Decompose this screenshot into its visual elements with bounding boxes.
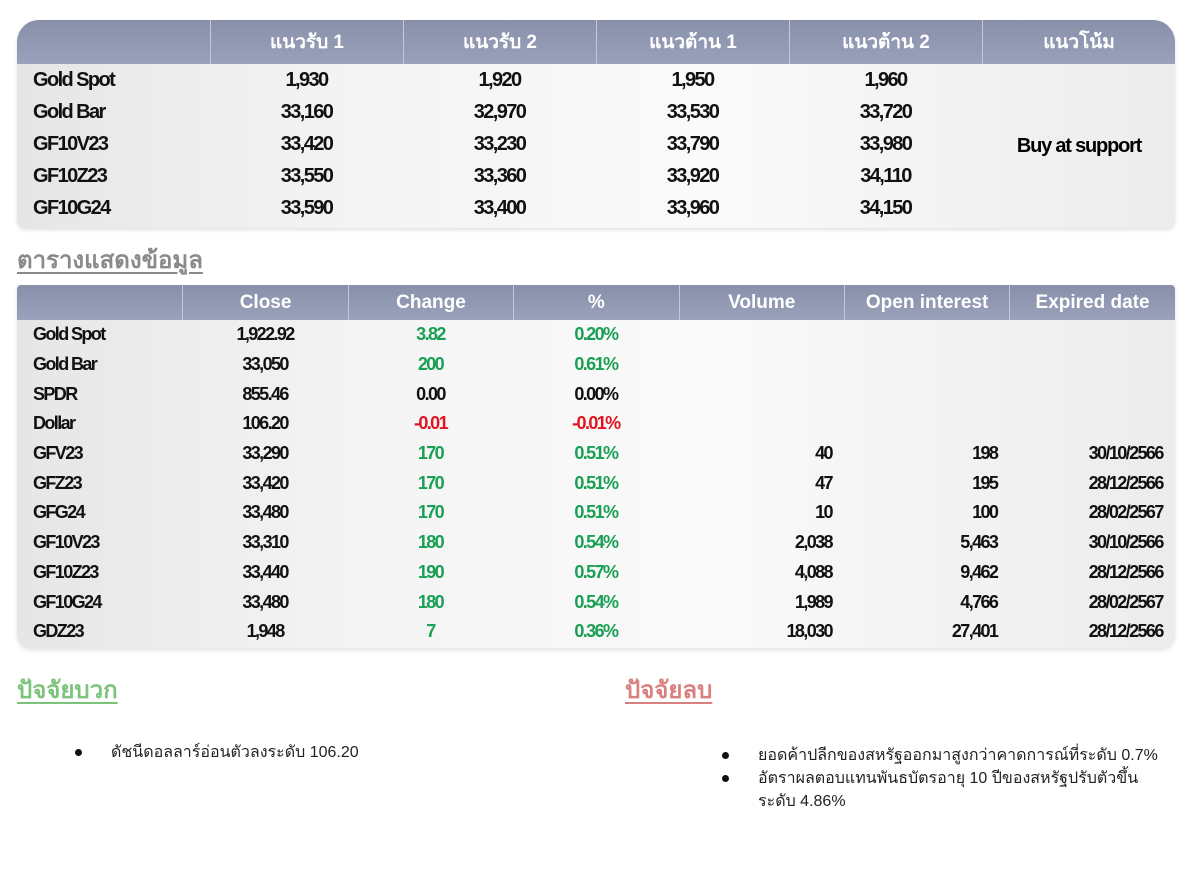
level-value: 34,110 — [860, 164, 911, 187]
table-row — [17, 498, 1175, 528]
close-value: 33,420 — [242, 472, 288, 493]
volume-value: 18,030 — [786, 621, 832, 642]
header-cell: แนวต้าน 1 — [596, 20, 789, 64]
table-header — [17, 285, 1175, 320]
change-value: 3.82 — [416, 324, 445, 345]
percent-value: 0.54% — [574, 591, 618, 612]
instrument-name: Gold Bar — [33, 354, 97, 375]
level-value: 33,360 — [473, 164, 526, 187]
open-interest-value: 5,463 — [960, 532, 998, 553]
expired-date: 28/12/2566 — [1088, 472, 1163, 493]
change-value: 170 — [417, 443, 444, 464]
open-interest-value: 100 — [972, 502, 998, 523]
instrument-name: GF10G24 — [33, 591, 101, 612]
header-cell: Change — [348, 285, 513, 320]
instrument-name: Gold Bar — [33, 100, 105, 123]
percent-value: 0.20% — [574, 324, 618, 345]
percent-value: 0.51% — [574, 443, 618, 464]
level-value: 33,720 — [859, 100, 912, 123]
instrument-name: Gold Spot — [33, 68, 115, 91]
level-value: 33,980 — [859, 132, 912, 155]
table-row — [17, 587, 1175, 617]
percent-value: 0.51% — [574, 472, 618, 493]
instrument-name: GF10Z23 — [33, 561, 98, 582]
expired-date: 28/02/2567 — [1088, 591, 1163, 612]
level-value: 33,530 — [666, 100, 719, 123]
close-value: 33,310 — [242, 532, 288, 553]
close-value: 855.46 — [242, 383, 288, 404]
volume-value: 4,088 — [794, 561, 832, 582]
volume-value: 47 — [815, 472, 832, 493]
header-cell: Open interest — [844, 285, 1009, 320]
close-value: 33,050 — [242, 354, 288, 375]
header-cell: Expired date — [1009, 285, 1174, 320]
volume-value: 2,038 — [794, 532, 832, 553]
percent-value: 0.36% — [574, 621, 618, 642]
percent-value: 0.51% — [574, 502, 618, 523]
close-value: 106.20 — [242, 413, 288, 434]
level-value: 32,970 — [473, 100, 526, 123]
header-cell — [17, 20, 210, 64]
level-value: 33,230 — [473, 132, 526, 155]
percent-value: 0.57% — [574, 561, 618, 582]
trend-cell: Buy at support — [1016, 134, 1142, 157]
change-value: 190 — [417, 561, 444, 582]
list-item: ดัชนีดอลลาร์อ่อนตัวลงระดับ 106.20 — [75, 741, 555, 764]
percent-value: 0.61% — [574, 354, 618, 375]
level-value: 33,400 — [473, 196, 526, 219]
positive-factors-list — [75, 741, 555, 764]
data-table-heading: ตารางแสดงข้อมูล — [17, 247, 203, 274]
expired-date: 30/10/2566 — [1088, 532, 1163, 553]
header-cell: % — [513, 285, 678, 320]
instrument-name: GFV23 — [33, 443, 83, 464]
change-value: 170 — [417, 502, 444, 523]
instrument-name: SPDR — [33, 383, 77, 404]
change-value: 180 — [417, 591, 444, 612]
table-row — [17, 558, 1175, 588]
percent-value: 0.54% — [574, 532, 618, 553]
instrument-name: GF10Z23 — [33, 164, 107, 187]
market-data-table — [17, 285, 1175, 648]
expired-date: 28/12/2566 — [1088, 621, 1163, 642]
open-interest-value: 198 — [972, 443, 998, 464]
change-value: -0.01 — [413, 413, 447, 434]
level-value: 1,960 — [864, 68, 907, 91]
level-value: 1,950 — [671, 68, 714, 91]
level-value: 1,920 — [478, 68, 521, 91]
list-item: ยอดค้าปลีกของสหรัฐออกมาสูงกว่าคาดการณ์ที่ระดับ 0.7% — [722, 744, 1162, 767]
level-value: 33,920 — [666, 164, 719, 187]
header-cell: แนวโน้ม — [982, 20, 1175, 64]
header-cell: แนวรับ 2 — [403, 20, 596, 64]
volume-value: 10 — [815, 502, 832, 523]
instrument-name: GF10V23 — [33, 532, 99, 553]
close-value: 1,948 — [246, 621, 284, 642]
volume-value: 1,989 — [794, 591, 832, 612]
table-row — [17, 468, 1175, 498]
negative-factors-heading: ปัจจัยลบ — [625, 677, 713, 704]
change-value: 7 — [426, 621, 435, 642]
negative-factors-list — [722, 744, 1162, 813]
header-cell — [17, 285, 182, 320]
change-value: 180 — [417, 532, 444, 553]
expired-date: 28/02/2567 — [1088, 502, 1163, 523]
table-row — [17, 350, 1175, 380]
table-row — [17, 409, 1175, 439]
instrument-name: GF10G24 — [33, 196, 110, 219]
percent-value: 0.00% — [574, 383, 618, 404]
table-row — [17, 617, 1175, 647]
level-value: 33,550 — [280, 164, 333, 187]
level-value: 33,960 — [666, 196, 719, 219]
header-cell: Close — [182, 285, 347, 320]
level-value: 33,160 — [280, 100, 333, 123]
header-cell: แนวรับ 1 — [210, 20, 403, 64]
table-header — [17, 20, 1175, 64]
list-item: อัตราผลตอบแทนพันธบัตรอายุ 10 ปีของสหรัฐปรับตัวขึ้นระดับ 4.86% — [722, 767, 1162, 813]
header-cell: Volume — [679, 285, 844, 320]
open-interest-value: 9,462 — [960, 561, 998, 582]
table-row — [17, 379, 1175, 409]
instrument-name: Dollar — [33, 413, 75, 434]
change-value: 170 — [417, 472, 444, 493]
expired-date: 30/10/2566 — [1088, 443, 1163, 464]
change-value: 200 — [417, 354, 444, 375]
table-row — [17, 320, 1175, 350]
expired-date: 28/12/2566 — [1088, 561, 1163, 582]
volume-value: 40 — [815, 443, 832, 464]
close-value: 1,922.92 — [236, 324, 294, 345]
close-value: 33,290 — [242, 443, 288, 464]
level-value: 1,930 — [285, 68, 328, 91]
close-value: 33,480 — [242, 591, 288, 612]
instrument-name: GFZ23 — [33, 472, 82, 493]
level-value: 33,420 — [280, 132, 333, 155]
table-row — [17, 528, 1175, 558]
close-value: 33,480 — [242, 502, 288, 523]
instrument-name: GF10V23 — [33, 132, 108, 155]
open-interest-value: 4,766 — [960, 591, 998, 612]
open-interest-value: 195 — [972, 472, 998, 493]
change-value: 0.00 — [416, 383, 445, 404]
open-interest-value: 27,401 — [951, 621, 998, 642]
instrument-name: GDZ23 — [33, 621, 84, 642]
close-value: 33,440 — [242, 561, 288, 582]
percent-value: -0.01% — [572, 413, 620, 434]
positive-factors-heading: ปัจจัยบวก — [17, 677, 118, 704]
instrument-name: GFG24 — [33, 502, 85, 523]
header-cell: แนวต้าน 2 — [789, 20, 982, 64]
level-value: 33,790 — [666, 132, 719, 155]
instrument-name: Gold Spot — [33, 324, 105, 345]
table-row — [17, 439, 1175, 469]
level-value: 33,590 — [280, 196, 333, 219]
level-value: 34,150 — [859, 196, 912, 219]
